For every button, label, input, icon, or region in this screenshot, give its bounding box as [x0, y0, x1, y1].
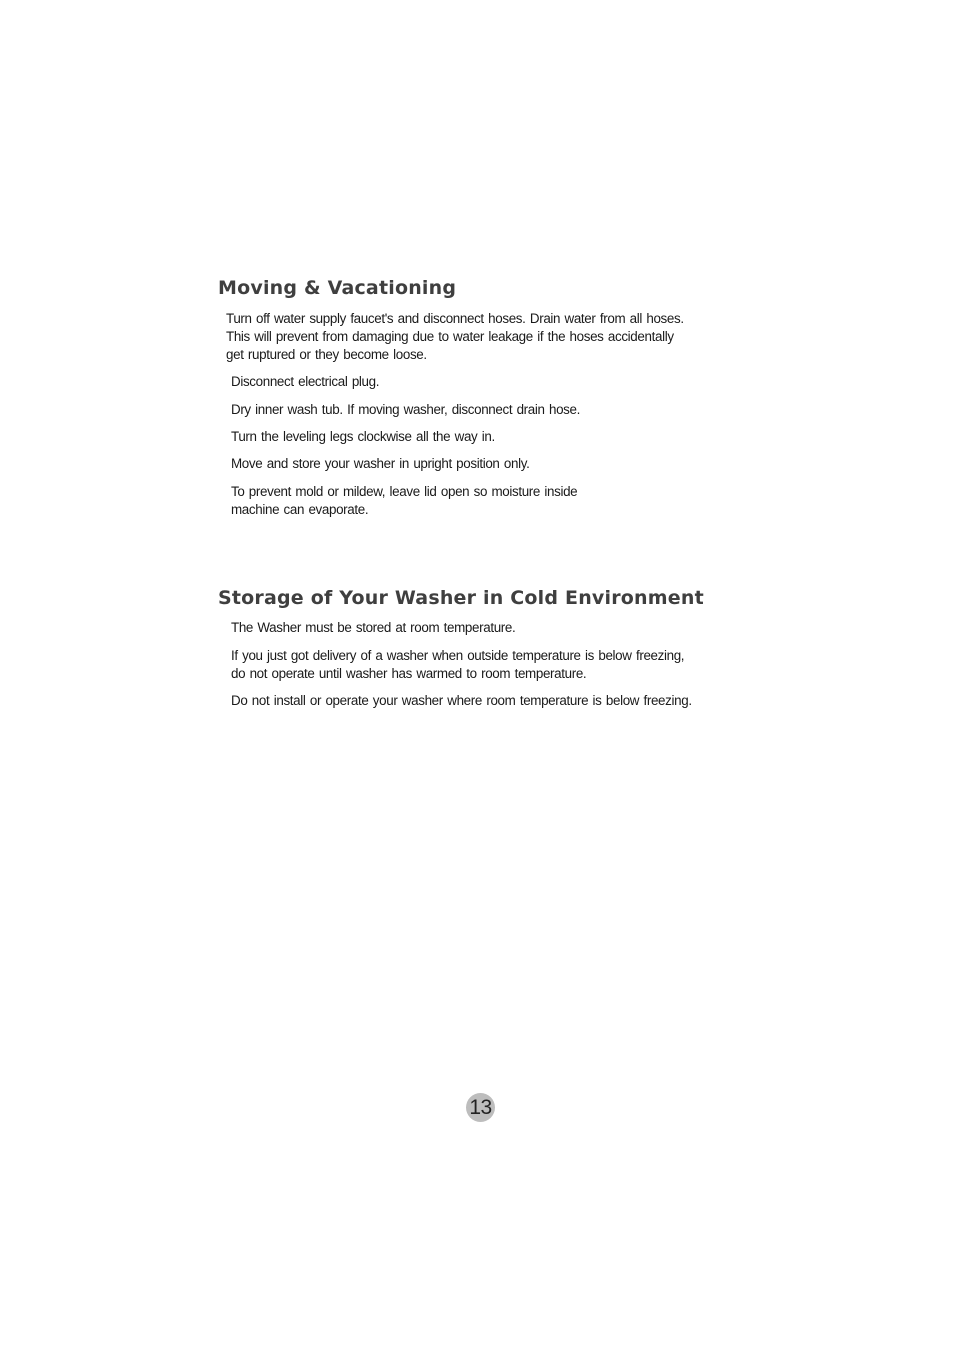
moving-item-unplug — [231, 373, 379, 391]
page-number: 13 — [469, 1095, 492, 1119]
storage-item-line: If you just got delivery of a washer when outside temperature is below freezing, — [231, 648, 685, 663]
storage-item-room-temp — [231, 619, 515, 637]
moving-item-line: Move and store your washer in upright position only. — [231, 456, 530, 471]
moving-item-line: Turn the leveling legs clockwise all the way in. — [231, 429, 495, 444]
moving-intro-paragraph — [226, 310, 684, 364]
storage-item-line: The Washer must be stored at room temperature. — [231, 620, 516, 635]
moving-item-line: To prevent mold or mildew, leave lid open so moisture inside — [231, 484, 578, 499]
moving-item-dry-tub — [231, 401, 580, 419]
moving-intro-line: This will prevent from damaging due to water leakage if the hoses accidentally — [226, 329, 674, 344]
storage-item-delivery — [231, 647, 684, 683]
moving-item-leveling-legs — [231, 428, 495, 446]
moving-item-mold — [231, 483, 577, 519]
page-number-badge — [466, 1093, 495, 1122]
moving-item-line: Disconnect electrical plug. — [231, 374, 380, 389]
moving-vacationing-heading: Moving & Vacationing — [218, 277, 457, 299]
moving-intro-line: get ruptured or they become loose. — [226, 347, 427, 362]
moving-item-upright — [231, 455, 529, 473]
moving-item-line: Dry inner wash tub. If moving washer, disconnect drain hose. — [231, 402, 580, 417]
storage-item-line: Do not install or operate your washer where room temperature is below freezing. — [231, 693, 692, 708]
storage-item-install — [231, 692, 692, 710]
storage-item-line: do not operate until washer has warmed to room temperature. — [231, 666, 587, 681]
storage-cold-environment-heading: Storage of Your Washer in Cold Environment — [218, 587, 704, 609]
moving-item-line: machine can evaporate. — [231, 502, 369, 517]
moving-intro-line: Turn off water supply faucet's and disconnect hoses. Drain water from all hoses. — [226, 311, 684, 326]
